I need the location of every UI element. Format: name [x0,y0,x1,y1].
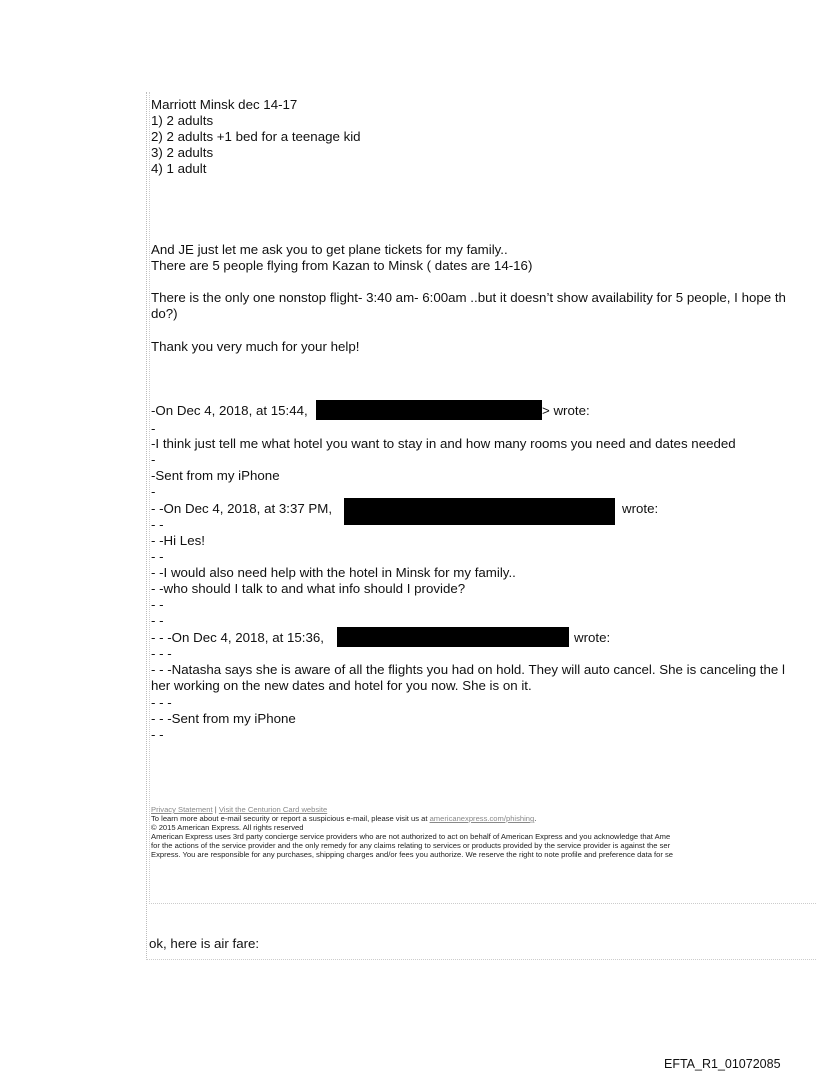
redaction-bar [337,627,569,647]
quote-border [146,92,147,960]
reply-text: ok, here is air fare: [149,936,260,951]
quote-signature: - - -Sent from my iPhone [151,711,296,726]
document-id: EFTA_R1_01072085 [664,1057,781,1071]
quote-dash: - - [151,517,164,532]
room-item: 4) 1 adult [151,161,207,176]
disclaimer-text: American Express uses 3rd party concierge service providers who are not authorized to act on behalf of American Express and you acknowledge that Ame [151,832,671,841]
quote-dash: - - [151,613,164,628]
link-separator: | [214,805,217,814]
quote-border-inner [149,92,150,904]
room-item: 3) 2 adults [151,145,214,160]
quote-wrote: wrote: [622,501,659,516]
quote-dash: - [151,452,156,467]
room-item: 1) 2 adults [151,113,214,128]
quote-body: - - -Natasha says she is aware of all the flights you had on hold. They will auto cancel. She is canceling the l [151,662,785,677]
privacy-statement-link[interactable]: Privacy Statement [151,805,213,814]
ticket-line: There is the only one nonstop flight- 3:40 am- 6:00am ..but it doesn’t show availability for 5 people, I hope th [151,290,786,305]
security-line [151,814,536,823]
quote-body: - -who should I talk to and what info should I provide? [151,581,466,596]
quote-wrote: wrote: [574,630,611,645]
ticket-line: And JE just let me ask you to get plane tickets for my family.. [151,242,508,257]
footer-links [151,805,327,814]
quote-dash: - [151,421,156,436]
security-text: To learn more about e-mail security or report a suspicious e-mail, please visit us at [151,814,428,823]
quote-dash: - - [151,727,164,742]
divider [149,903,816,904]
quote-dash: - [151,484,156,499]
quote-wrote: > wrote: [542,403,590,418]
quote-header: - - -On Dec 4, 2018, at 15:36, [151,630,324,645]
quote-header: - -On Dec 4, 2018, at 3:37 PM, [151,501,333,516]
phishing-link[interactable]: americanexpress.com/phishing [429,814,535,823]
hotel-title: Marriott Minsk dec 14-17 [151,97,298,112]
copyright-text: © 2015 American Express. All rights reserved [151,823,304,832]
quote-body: - -I would also need help with the hotel in Minsk for my family.. [151,565,516,580]
quote-header: -On Dec 4, 2018, at 15:44, [151,403,308,418]
quote-dash: - - - [151,646,172,661]
room-item: 2) 2 adults +1 bed for a teenage kid [151,129,361,144]
quote-dash: - - [151,597,164,612]
quote-signature: -Sent from my iPhone [151,468,280,483]
quote-body: her working on the new dates and hotel for you now. She is on it. [151,678,532,693]
ticket-line: do?) [151,306,178,321]
disclaimer-text: for the actions of the service provider and the only remedy for any claims relating to services or products provided by the service provider is against the ser [151,841,671,850]
disclaimer-text: Express. You are responsible for any purchases, shipping charges and/or fees you authorize. We reserve the right to note profile and preference data for se [151,850,674,859]
divider [146,959,816,960]
quote-body: -I think just tell me what hotel you want to stay in and how many rooms you need and dates needed [151,436,736,451]
thanks-line: Thank you very much for your help! [151,339,360,354]
quote-greeting: - -Hi Les! [151,533,205,548]
ticket-line: There are 5 people flying from Kazan to Minsk ( dates are 14-16) [151,258,533,273]
quote-dash: - - [151,549,164,564]
period: . [534,814,537,823]
redaction-bar [344,498,615,525]
quote-dash: - - - [151,695,172,710]
centurion-website-link[interactable]: Visit the Centurion Card website [218,805,328,814]
redaction-bar [316,400,542,420]
